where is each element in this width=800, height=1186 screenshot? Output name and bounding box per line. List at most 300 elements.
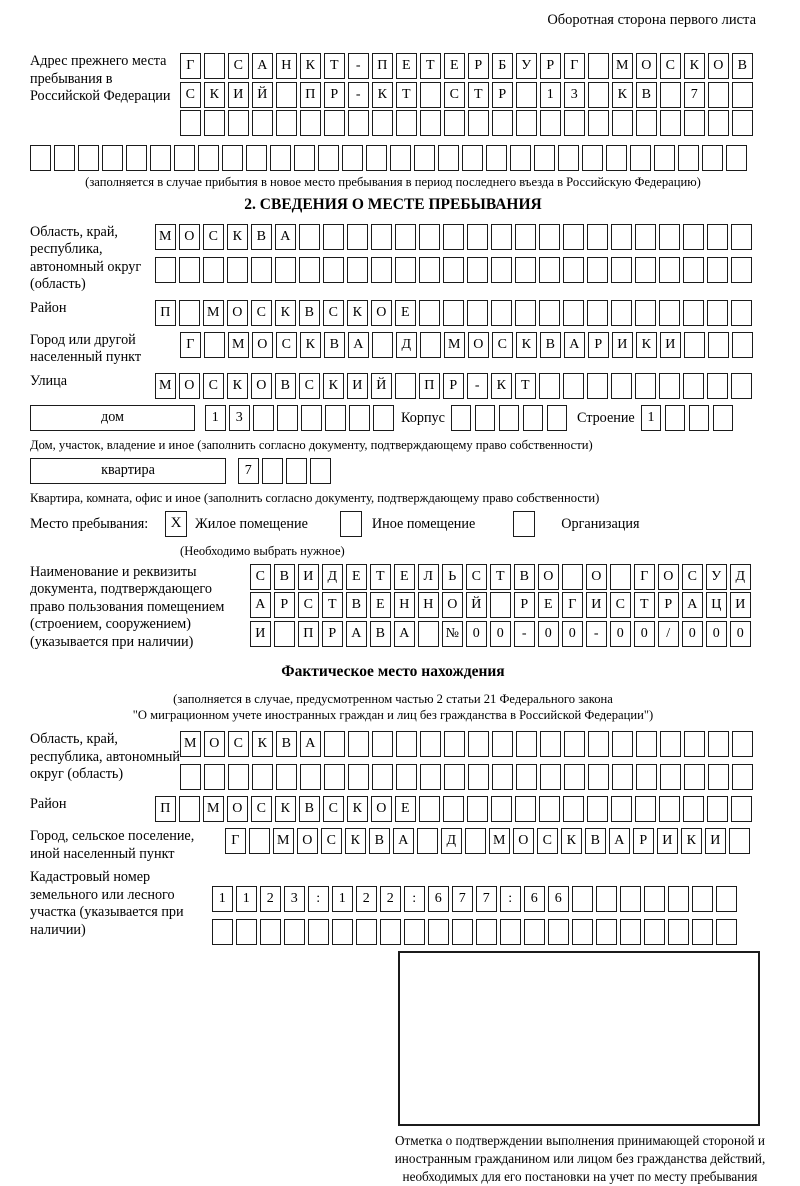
char-box[interactable] <box>708 764 729 790</box>
char-box[interactable]: С <box>203 373 224 399</box>
char-box[interactable]: О <box>538 564 559 590</box>
char-box[interactable]: Д <box>322 564 343 590</box>
char-box[interactable]: - <box>348 82 369 108</box>
char-box[interactable]: А <box>346 621 367 647</box>
char-box[interactable] <box>420 764 441 790</box>
char-box[interactable]: Т <box>370 564 391 590</box>
char-box[interactable] <box>126 145 147 171</box>
char-box[interactable]: П <box>419 373 440 399</box>
char-box[interactable] <box>620 919 641 945</box>
char-box[interactable]: № <box>442 621 463 647</box>
char-box[interactable] <box>732 764 753 790</box>
char-box[interactable]: Ц <box>706 592 727 618</box>
char-box[interactable]: С <box>492 332 513 358</box>
char-box[interactable]: - <box>586 621 607 647</box>
char-box[interactable] <box>203 257 224 283</box>
char-box[interactable] <box>324 731 345 757</box>
char-box[interactable]: О <box>371 300 392 326</box>
char-box[interactable]: В <box>276 731 297 757</box>
char-box[interactable] <box>588 53 609 79</box>
char-box[interactable] <box>277 405 298 431</box>
char-box[interactable] <box>564 764 585 790</box>
char-box[interactable]: К <box>204 82 225 108</box>
char-box[interactable]: В <box>346 592 367 618</box>
char-box[interactable] <box>396 764 417 790</box>
char-box[interactable] <box>660 764 681 790</box>
char-box[interactable]: К <box>636 332 657 358</box>
char-box[interactable]: О <box>371 796 392 822</box>
char-box[interactable] <box>689 405 710 431</box>
char-box[interactable]: О <box>442 592 463 618</box>
char-box[interactable]: 0 <box>562 621 583 647</box>
char-box[interactable]: С <box>444 82 465 108</box>
char-box[interactable]: И <box>730 592 751 618</box>
char-box[interactable]: Л <box>418 564 439 590</box>
char-box[interactable] <box>660 82 681 108</box>
char-box[interactable] <box>251 257 272 283</box>
char-box[interactable]: 7 <box>476 886 497 912</box>
char-box[interactable] <box>246 145 267 171</box>
char-box[interactable] <box>635 373 656 399</box>
char-box[interactable]: Г <box>225 828 246 854</box>
char-box[interactable] <box>253 405 274 431</box>
char-box[interactable]: А <box>250 592 271 618</box>
char-box[interactable] <box>227 257 248 283</box>
char-box[interactable] <box>270 145 291 171</box>
char-box[interactable]: Т <box>515 373 536 399</box>
char-box[interactable]: Г <box>180 53 201 79</box>
char-box[interactable]: 1 <box>212 886 233 912</box>
char-box[interactable]: М <box>203 300 224 326</box>
char-box[interactable] <box>372 764 393 790</box>
char-box[interactable]: О <box>708 53 729 79</box>
char-box[interactable] <box>659 300 680 326</box>
char-box[interactable]: 0 <box>682 621 703 647</box>
char-box[interactable] <box>491 257 512 283</box>
char-box[interactable] <box>620 886 641 912</box>
char-box[interactable]: А <box>275 224 296 250</box>
char-box[interactable] <box>444 110 465 136</box>
char-box[interactable] <box>395 224 416 250</box>
char-box[interactable] <box>462 145 483 171</box>
char-box[interactable]: Г <box>180 332 201 358</box>
char-box[interactable] <box>348 764 369 790</box>
char-box[interactable] <box>707 373 728 399</box>
char-box[interactable] <box>476 919 497 945</box>
char-box[interactable]: О <box>513 828 534 854</box>
char-box[interactable] <box>420 110 441 136</box>
char-box[interactable]: И <box>612 332 633 358</box>
char-box[interactable] <box>323 257 344 283</box>
char-box[interactable] <box>563 373 584 399</box>
char-box[interactable] <box>492 764 513 790</box>
char-box[interactable]: А <box>609 828 630 854</box>
char-box[interactable] <box>548 919 569 945</box>
char-box[interactable]: Р <box>633 828 654 854</box>
char-box[interactable] <box>323 224 344 250</box>
char-box[interactable]: 1 <box>332 886 353 912</box>
char-box[interactable] <box>539 796 560 822</box>
char-box[interactable]: Д <box>396 332 417 358</box>
char-box[interactable] <box>467 257 488 283</box>
char-box[interactable] <box>179 796 200 822</box>
char-box[interactable] <box>692 886 713 912</box>
char-box[interactable]: В <box>370 621 391 647</box>
char-box[interactable] <box>635 796 656 822</box>
char-box[interactable]: : <box>404 886 425 912</box>
char-box[interactable] <box>572 919 593 945</box>
char-box[interactable]: 0 <box>490 621 511 647</box>
char-box[interactable]: А <box>348 332 369 358</box>
char-box[interactable] <box>300 110 321 136</box>
char-box[interactable] <box>611 796 632 822</box>
char-box[interactable] <box>510 145 531 171</box>
char-box[interactable] <box>636 731 657 757</box>
char-box[interactable] <box>596 919 617 945</box>
char-box[interactable]: В <box>369 828 390 854</box>
char-box[interactable]: С <box>251 796 272 822</box>
char-box[interactable]: Ь <box>442 564 463 590</box>
char-box[interactable] <box>275 257 296 283</box>
char-box[interactable]: М <box>155 224 176 250</box>
char-box[interactable] <box>443 257 464 283</box>
char-box[interactable] <box>635 257 656 283</box>
char-box[interactable] <box>606 145 627 171</box>
char-box[interactable] <box>659 796 680 822</box>
char-box[interactable] <box>587 373 608 399</box>
char-box[interactable]: Р <box>468 53 489 79</box>
char-box[interactable] <box>419 300 440 326</box>
char-box[interactable] <box>547 405 568 431</box>
char-box[interactable] <box>611 257 632 283</box>
char-box[interactable]: Й <box>371 373 392 399</box>
char-box[interactable] <box>468 764 489 790</box>
char-box[interactable] <box>491 300 512 326</box>
char-box[interactable] <box>347 224 368 250</box>
char-box[interactable]: С <box>323 796 344 822</box>
char-box[interactable]: 1 <box>540 82 561 108</box>
char-box[interactable]: 0 <box>706 621 727 647</box>
char-box[interactable] <box>486 145 507 171</box>
char-box[interactable]: 6 <box>428 886 449 912</box>
char-box[interactable] <box>396 110 417 136</box>
char-box[interactable]: Н <box>418 592 439 618</box>
char-box[interactable]: С <box>276 332 297 358</box>
char-box[interactable]: 3 <box>564 82 585 108</box>
char-box[interactable]: К <box>275 796 296 822</box>
char-box[interactable]: 2 <box>356 886 377 912</box>
char-box[interactable]: М <box>228 332 249 358</box>
char-box[interactable]: 3 <box>284 886 305 912</box>
char-box[interactable]: Е <box>396 53 417 79</box>
char-box[interactable]: С <box>203 224 224 250</box>
char-box[interactable] <box>276 764 297 790</box>
char-box[interactable] <box>708 82 729 108</box>
char-box[interactable] <box>301 405 322 431</box>
char-box[interactable]: Р <box>540 53 561 79</box>
char-box[interactable]: У <box>706 564 727 590</box>
char-box[interactable]: С <box>298 592 319 618</box>
char-box[interactable] <box>150 145 171 171</box>
char-box[interactable] <box>726 145 747 171</box>
char-box[interactable]: - <box>514 621 535 647</box>
char-box[interactable]: К <box>347 796 368 822</box>
char-box[interactable] <box>587 796 608 822</box>
char-box[interactable] <box>325 405 346 431</box>
char-box[interactable]: В <box>732 53 753 79</box>
char-box[interactable]: Й <box>466 592 487 618</box>
char-box[interactable] <box>611 300 632 326</box>
char-box[interactable] <box>731 300 752 326</box>
char-box[interactable] <box>444 764 465 790</box>
char-box[interactable]: П <box>155 796 176 822</box>
char-box[interactable] <box>558 145 579 171</box>
char-box[interactable] <box>451 405 472 431</box>
char-box[interactable] <box>348 731 369 757</box>
char-box[interactable]: В <box>514 564 535 590</box>
char-box[interactable]: О <box>468 332 489 358</box>
char-box[interactable] <box>708 110 729 136</box>
char-box[interactable] <box>420 731 441 757</box>
char-box[interactable]: 0 <box>466 621 487 647</box>
char-box[interactable] <box>588 764 609 790</box>
char-box[interactable] <box>539 224 560 250</box>
char-box[interactable] <box>180 764 201 790</box>
char-box[interactable] <box>419 257 440 283</box>
char-box[interactable] <box>683 257 704 283</box>
char-box[interactable]: К <box>681 828 702 854</box>
char-box[interactable] <box>587 257 608 283</box>
char-box[interactable] <box>660 731 681 757</box>
char-box[interactable]: К <box>323 373 344 399</box>
char-box[interactable]: / <box>658 621 679 647</box>
char-box[interactable] <box>475 405 496 431</box>
char-box[interactable] <box>683 796 704 822</box>
char-box[interactable]: 7 <box>238 458 259 484</box>
char-box[interactable] <box>716 919 737 945</box>
char-box[interactable]: Е <box>538 592 559 618</box>
char-box[interactable]: Е <box>444 53 465 79</box>
char-box[interactable] <box>499 405 520 431</box>
char-box[interactable] <box>707 224 728 250</box>
char-box[interactable] <box>612 731 633 757</box>
char-box[interactable] <box>428 919 449 945</box>
char-box[interactable] <box>731 796 752 822</box>
char-box[interactable]: Т <box>490 564 511 590</box>
char-box[interactable]: В <box>324 332 345 358</box>
char-box[interactable]: Р <box>658 592 679 618</box>
char-box[interactable] <box>644 919 665 945</box>
char-box[interactable]: М <box>180 731 201 757</box>
char-box[interactable]: О <box>658 564 679 590</box>
char-box[interactable]: 6 <box>548 886 569 912</box>
char-box[interactable] <box>732 731 753 757</box>
char-box[interactable] <box>665 405 686 431</box>
char-box[interactable] <box>668 919 689 945</box>
residential-checkbox[interactable]: X <box>165 511 187 537</box>
char-box[interactable] <box>198 145 219 171</box>
char-box[interactable]: Р <box>514 592 535 618</box>
char-box[interactable]: К <box>300 53 321 79</box>
char-box[interactable] <box>249 828 270 854</box>
char-box[interactable] <box>179 257 200 283</box>
char-box[interactable] <box>731 373 752 399</box>
char-box[interactable]: О <box>179 373 200 399</box>
char-box[interactable]: О <box>227 796 248 822</box>
char-box[interactable] <box>563 300 584 326</box>
char-box[interactable]: П <box>155 300 176 326</box>
char-box[interactable]: С <box>299 373 320 399</box>
char-box[interactable] <box>78 145 99 171</box>
char-box[interactable] <box>324 110 345 136</box>
other-premises-checkbox[interactable] <box>340 511 362 537</box>
char-box[interactable]: И <box>228 82 249 108</box>
char-box[interactable] <box>372 332 393 358</box>
char-box[interactable] <box>414 145 435 171</box>
char-box[interactable]: К <box>347 300 368 326</box>
char-box[interactable]: В <box>251 224 272 250</box>
char-box[interactable]: М <box>273 828 294 854</box>
char-box[interactable] <box>611 373 632 399</box>
char-box[interactable] <box>294 145 315 171</box>
char-box[interactable]: С <box>180 82 201 108</box>
char-box[interactable] <box>404 919 425 945</box>
char-box[interactable] <box>516 764 537 790</box>
char-box[interactable] <box>332 919 353 945</box>
char-box[interactable]: 2 <box>380 886 401 912</box>
char-box[interactable] <box>684 332 705 358</box>
char-box[interactable]: А <box>393 828 414 854</box>
char-box[interactable]: К <box>227 373 248 399</box>
char-box[interactable]: 6 <box>524 886 545 912</box>
char-box[interactable] <box>660 110 681 136</box>
char-box[interactable]: М <box>155 373 176 399</box>
char-box[interactable] <box>443 224 464 250</box>
char-box[interactable] <box>438 145 459 171</box>
char-box[interactable]: О <box>251 373 272 399</box>
char-box[interactable]: Р <box>274 592 295 618</box>
char-box[interactable]: Р <box>588 332 609 358</box>
char-box[interactable] <box>420 82 441 108</box>
char-box[interactable] <box>515 257 536 283</box>
char-box[interactable] <box>564 110 585 136</box>
char-box[interactable] <box>299 224 320 250</box>
char-box[interactable] <box>465 828 486 854</box>
char-box[interactable]: 1 <box>641 405 662 431</box>
char-box[interactable] <box>348 110 369 136</box>
char-box[interactable]: 7 <box>452 886 473 912</box>
char-box[interactable] <box>684 764 705 790</box>
char-box[interactable] <box>468 110 489 136</box>
char-box[interactable] <box>708 332 729 358</box>
char-box[interactable]: В <box>299 300 320 326</box>
char-box[interactable] <box>596 886 617 912</box>
char-box[interactable]: И <box>347 373 368 399</box>
char-box[interactable] <box>515 300 536 326</box>
char-box[interactable] <box>539 373 560 399</box>
char-box[interactable] <box>732 332 753 358</box>
char-box[interactable] <box>731 257 752 283</box>
char-box[interactable]: П <box>298 621 319 647</box>
char-box[interactable]: Р <box>322 621 343 647</box>
char-box[interactable]: Н <box>276 53 297 79</box>
char-box[interactable] <box>443 796 464 822</box>
char-box[interactable] <box>683 224 704 250</box>
char-box[interactable]: Р <box>324 82 345 108</box>
char-box[interactable] <box>491 224 512 250</box>
char-box[interactable]: С <box>537 828 558 854</box>
char-box[interactable] <box>467 224 488 250</box>
char-box[interactable] <box>347 257 368 283</box>
char-box[interactable] <box>587 224 608 250</box>
char-box[interactable] <box>300 764 321 790</box>
char-box[interactable] <box>644 886 665 912</box>
char-box[interactable] <box>228 764 249 790</box>
char-box[interactable] <box>492 731 513 757</box>
char-box[interactable] <box>222 145 243 171</box>
organization-checkbox[interactable] <box>513 511 535 537</box>
char-box[interactable] <box>668 886 689 912</box>
char-box[interactable] <box>707 257 728 283</box>
char-box[interactable] <box>534 145 555 171</box>
char-box[interactable] <box>419 796 440 822</box>
char-box[interactable]: В <box>299 796 320 822</box>
char-box[interactable] <box>490 592 511 618</box>
char-box[interactable]: С <box>610 592 631 618</box>
char-box[interactable] <box>683 373 704 399</box>
char-box[interactable] <box>659 373 680 399</box>
char-box[interactable] <box>516 731 537 757</box>
char-box[interactable] <box>174 145 195 171</box>
char-box[interactable] <box>54 145 75 171</box>
char-box[interactable] <box>260 919 281 945</box>
char-box[interactable] <box>515 224 536 250</box>
char-box[interactable]: В <box>585 828 606 854</box>
char-box[interactable] <box>732 110 753 136</box>
char-box[interactable] <box>390 145 411 171</box>
char-box[interactable] <box>707 796 728 822</box>
char-box[interactable] <box>417 828 438 854</box>
char-box[interactable] <box>310 458 331 484</box>
char-box[interactable] <box>349 405 370 431</box>
char-box[interactable]: И <box>660 332 681 358</box>
char-box[interactable]: И <box>705 828 726 854</box>
char-box[interactable] <box>262 458 283 484</box>
char-box[interactable] <box>491 796 512 822</box>
char-box[interactable] <box>572 886 593 912</box>
char-box[interactable]: Н <box>394 592 415 618</box>
char-box[interactable] <box>683 300 704 326</box>
char-box[interactable]: С <box>250 564 271 590</box>
char-box[interactable] <box>630 145 651 171</box>
char-box[interactable] <box>659 224 680 250</box>
char-box[interactable] <box>252 110 273 136</box>
char-box[interactable]: А <box>394 621 415 647</box>
char-box[interactable]: Е <box>395 300 416 326</box>
char-box[interactable]: М <box>489 828 510 854</box>
char-box[interactable] <box>467 300 488 326</box>
char-box[interactable] <box>299 257 320 283</box>
char-box[interactable]: Д <box>730 564 751 590</box>
char-box[interactable]: Г <box>634 564 655 590</box>
char-box[interactable] <box>612 110 633 136</box>
char-box[interactable]: Г <box>562 592 583 618</box>
char-box[interactable] <box>500 919 521 945</box>
char-box[interactable]: : <box>308 886 329 912</box>
char-box[interactable] <box>636 764 657 790</box>
char-box[interactable] <box>524 919 545 945</box>
char-box[interactable] <box>713 405 734 431</box>
